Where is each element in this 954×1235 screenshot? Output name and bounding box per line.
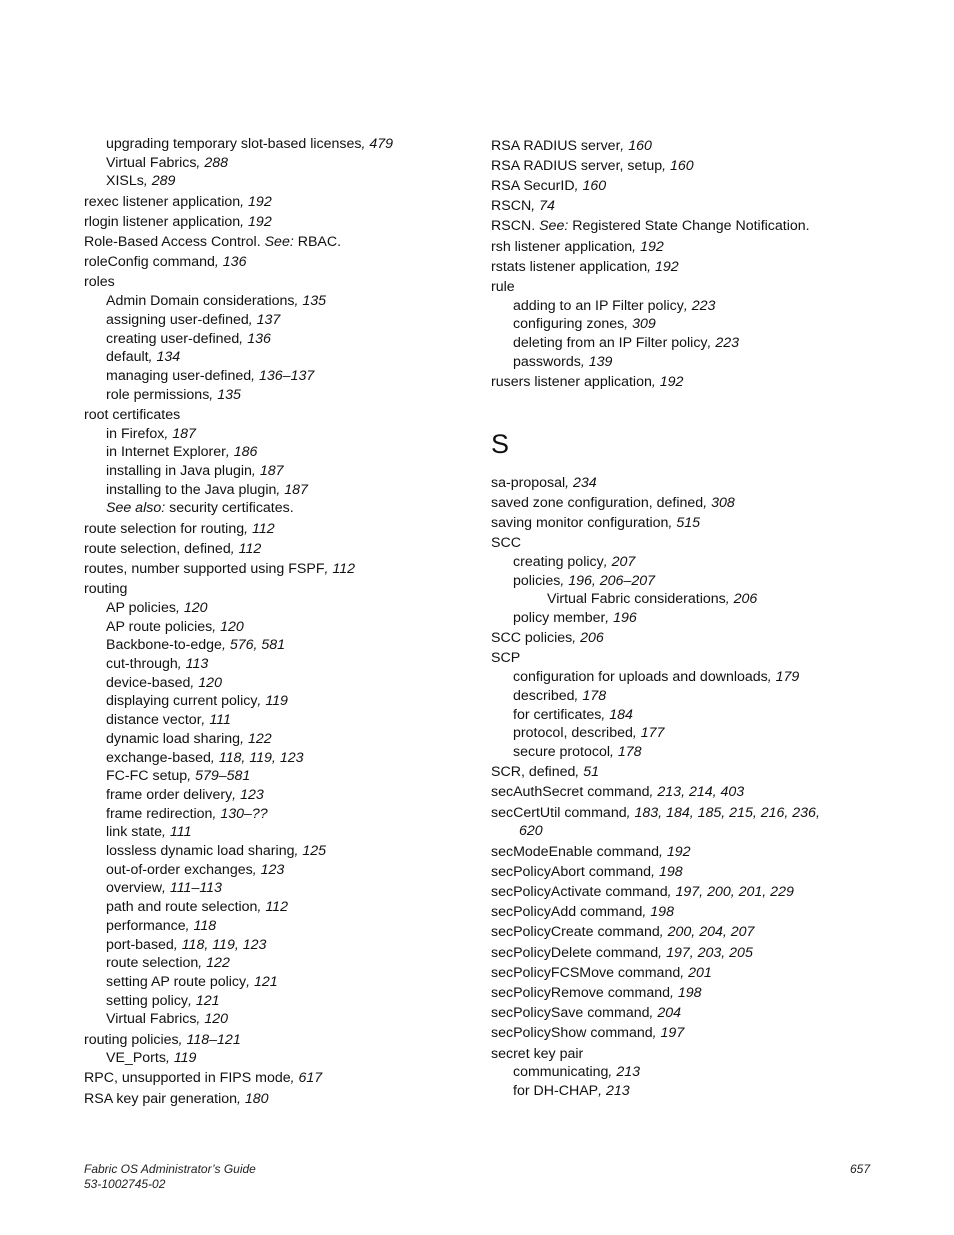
- index-term: default: [106, 349, 149, 366]
- index-term: FC-FC setup: [106, 768, 188, 785]
- footer-left: [84, 1162, 256, 1192]
- page-reference: 192: [248, 213, 272, 230]
- index-term: SCC: [491, 535, 521, 552]
- page-reference: 123: [260, 861, 285, 878]
- index-term: rsh listener application: [491, 238, 633, 255]
- index-term: lossless dynamic load sharing: [106, 843, 295, 860]
- index-term: role permissions: [106, 386, 210, 403]
- page-reference: 187: [284, 481, 308, 498]
- index-term: displaying current policy: [106, 693, 258, 710]
- index-term: overview: [106, 880, 162, 897]
- page-reference: 125: [302, 843, 327, 860]
- index-term: RSA SecurID: [491, 177, 575, 194]
- page-reference: 120: [220, 618, 244, 635]
- page-reference: 180: [244, 1090, 269, 1107]
- page-reference: 309: [632, 316, 656, 333]
- index-term: RSCN.: [491, 218, 540, 235]
- index-entry: [84, 580, 474, 599]
- index-entry: dynamic load sharing, 122: [106, 730, 272, 747]
- index-entry: SCR, defined, 51: [491, 764, 600, 781]
- index-term: rlogin listener application: [84, 213, 241, 230]
- index-entry: route selection, 122: [106, 955, 230, 972]
- page-reference: 197, 203, 205: [666, 944, 753, 961]
- page-reference: 479: [369, 136, 394, 152]
- index-entry: cut-through, 113: [106, 655, 209, 672]
- page-reference: 134: [156, 349, 181, 366]
- index-entry: performance, 118: [106, 917, 217, 934]
- page-reference: 192: [659, 373, 684, 390]
- index-entry: managing user-defined, 136–137: [106, 367, 315, 384]
- see-target: Registered State Change Notification.: [568, 218, 810, 235]
- index-entry: secPolicyAbort command, 198: [491, 863, 683, 880]
- index-term: managing user-defined: [106, 367, 252, 384]
- see-target: security certificates.: [165, 500, 294, 517]
- index-term: routing policies: [84, 1031, 179, 1048]
- index-term: port-based: [106, 936, 174, 953]
- page-reference: 120: [183, 599, 208, 616]
- index-term: Virtual Fabric considerations: [547, 591, 726, 608]
- index-term: secPolicyFCSMove command: [491, 964, 681, 981]
- index-term: AP route policies: [106, 618, 213, 635]
- page-reference: 200, 204, 207: [667, 924, 755, 941]
- page-reference: 192: [248, 193, 272, 210]
- index-entry: Virtual Fabric considerations, 206: [547, 591, 758, 608]
- index-term: roleConfig command: [84, 254, 215, 271]
- index-term: cut-through: [106, 655, 178, 672]
- page-reference: 192: [666, 843, 691, 860]
- index-term: Admin Domain considerations: [106, 293, 295, 310]
- page-reference: 617: [298, 1070, 323, 1087]
- page-reference: 187: [172, 425, 196, 442]
- page-reference: 187: [259, 462, 284, 479]
- index-entry: saved zone configuration, defined, 308: [491, 494, 735, 511]
- index-term: secPolicyCreate command: [491, 924, 660, 941]
- index-term: in Internet Explorer: [106, 444, 226, 461]
- see-reference: See also:: [106, 500, 166, 517]
- index-entry: Admin Domain considerations, 135: [106, 293, 327, 310]
- index-term: Virtual Fabrics: [106, 1011, 197, 1028]
- index-term: exchange-based: [106, 749, 211, 766]
- index-term: RPC, unsupported in FIPS mode: [84, 1070, 291, 1087]
- page-reference: 111: [209, 712, 231, 729]
- page-reference: 122: [247, 730, 272, 747]
- index-entry: [491, 534, 891, 553]
- index-term: upgrading temporary slot-based licenses: [106, 136, 362, 152]
- index-entry: secPolicyCreate command, 200, 204, 207: [491, 924, 755, 941]
- page-reference: 112: [252, 520, 275, 537]
- page-reference: 137: [256, 311, 281, 328]
- page-reference: 206: [580, 630, 604, 647]
- index-term: root certificates: [84, 406, 181, 423]
- index-term: creating policy: [513, 553, 604, 570]
- index-entry: [491, 649, 891, 668]
- index-entry: secAuthSecret command, 213, 214, 403: [491, 784, 745, 801]
- index-term: RSA RADIUS server, setup: [491, 157, 663, 174]
- index-entry: RPC, unsupported in FIPS mode, 617: [84, 1070, 323, 1087]
- index-term: dynamic load sharing: [106, 730, 241, 747]
- index-entry: for certificates, 184: [513, 706, 633, 723]
- index-entry-continuation: [491, 822, 891, 841]
- index-entry: frame redirection, 130–??: [106, 805, 268, 822]
- page-reference: 234: [573, 474, 597, 491]
- index-term: configuration for uploads and downloads: [513, 669, 768, 686]
- page-reference: 111–113: [169, 880, 222, 897]
- page-reference: 620: [519, 823, 543, 840]
- page-reference: 120: [198, 674, 222, 691]
- index-entry: creating user-defined, 136: [106, 330, 271, 347]
- index-entry: secPolicyFCSMove command, 201: [491, 964, 712, 981]
- index-entry: FC-FC setup, 579–581: [106, 768, 251, 785]
- index-entry: XISLs, 289: [106, 173, 176, 190]
- page-reference: 184: [609, 706, 633, 723]
- index-term: adding to an IP Filter policy: [513, 297, 684, 314]
- index-term: SCC policies: [491, 630, 573, 647]
- page-reference: 289: [151, 173, 176, 190]
- index-entry: secPolicySave command, 204: [491, 1005, 682, 1022]
- page-reference: 120: [204, 1011, 228, 1028]
- index-term: protocol, described: [513, 725, 633, 742]
- page-reference: 51: [583, 764, 600, 781]
- index-term: secret key pair: [491, 1045, 584, 1062]
- page-reference: 198: [650, 904, 674, 921]
- page-reference: 135: [302, 293, 327, 310]
- index-entry: secModeEnable command, 192: [491, 843, 691, 860]
- index-entry: setting policy, 121: [106, 992, 220, 1009]
- index-column-left: [84, 135, 474, 1108]
- page-reference: 121: [254, 973, 278, 990]
- index-entry: Virtual Fabrics, 288: [106, 154, 228, 171]
- page-reference: 579–581: [195, 768, 251, 785]
- index-term: installing to the Java plugin: [106, 481, 277, 498]
- index-entry: setting AP route policy, 121: [106, 973, 278, 990]
- index-entry: installing in Java plugin, 187: [106, 462, 284, 479]
- page-reference: 136: [222, 254, 247, 271]
- page-reference: 576, 581: [229, 637, 286, 654]
- index-term: RSCN: [491, 198, 532, 215]
- index-term: setting policy: [106, 992, 189, 1009]
- index-term: device-based: [106, 674, 191, 691]
- index-entry: [84, 233, 474, 252]
- index-entry: communicating, 213: [513, 1064, 640, 1081]
- index-term: Role-Based Access Control.: [84, 234, 265, 251]
- index-entry: for DH-CHAP, 213: [513, 1082, 630, 1099]
- index-entry: [491, 278, 891, 297]
- index-term: secAuthSecret command: [491, 784, 650, 801]
- index-entry: RSA RADIUS server, setup, 160: [491, 157, 694, 174]
- page-reference: 213, 214, 403: [657, 784, 745, 801]
- page-reference: 122: [206, 955, 230, 972]
- index-term: communicating: [513, 1064, 609, 1081]
- index-entry: port-based, 118, 119, 123: [106, 936, 267, 953]
- index-entry: [84, 406, 474, 425]
- index-entry: distance vector, 111: [106, 712, 231, 729]
- index-term: RSA key pair generation: [84, 1090, 237, 1107]
- see-target: RBAC.: [293, 234, 342, 251]
- index-entry: rusers listener application, 192: [491, 373, 684, 390]
- index-term: assigning user-defined: [106, 311, 249, 328]
- index-term: secPolicySave command: [491, 1005, 650, 1022]
- page-reference: 118, 119, 123: [181, 936, 267, 953]
- page-reference: 213: [606, 1082, 630, 1099]
- index-entry: routing policies, 118–121: [84, 1031, 241, 1048]
- page-reference: 160: [628, 137, 652, 154]
- index-term: frame order delivery: [106, 786, 233, 803]
- page-reference: 121: [195, 992, 220, 1009]
- index-term: installing in Java plugin: [106, 462, 252, 479]
- index-term: Virtual Fabrics: [106, 154, 197, 171]
- page-reference: 119: [265, 693, 288, 710]
- index-entry: secPolicyRemove command, 198: [491, 984, 702, 1001]
- index-entry: creating policy, 207: [513, 553, 636, 570]
- index-term: routing: [84, 581, 128, 598]
- index-term: for certificates: [513, 706, 602, 723]
- page-reference: 197, 200, 201, 229: [675, 883, 794, 900]
- page-reference: 223: [715, 335, 740, 352]
- index-entry: rstats listener application, 192: [491, 258, 679, 275]
- index-term: route selection, defined: [84, 540, 231, 557]
- index-entry: installing to the Java plugin, 187: [106, 481, 308, 498]
- index-entry: in Internet Explorer, 186: [106, 444, 258, 461]
- index-term: secPolicyAdd command: [491, 904, 643, 921]
- index-term: in Firefox: [106, 425, 165, 442]
- index-term: roles: [84, 274, 115, 291]
- index-entry: saving monitor configuration, 515: [491, 515, 701, 532]
- index-entry: in Firefox, 187: [106, 425, 196, 442]
- page-reference: 74: [539, 198, 555, 215]
- index-term: passwords: [513, 353, 581, 370]
- page-reference: 183, 184, 185, 215, 216, 236,: [634, 804, 820, 821]
- index-term: secPolicyAbort command: [491, 863, 652, 880]
- page-reference: 201: [688, 964, 712, 981]
- index-entry: secPolicyAdd command, 198: [491, 904, 674, 921]
- index-term: AP policies: [106, 599, 176, 616]
- index-term: setting AP route policy: [106, 973, 247, 990]
- index-term: saving monitor configuration: [491, 515, 669, 532]
- index-entry: routes, number supported using FSPF, 112: [84, 560, 356, 577]
- index-term: rule: [491, 278, 515, 295]
- index-term: policy member: [513, 610, 606, 627]
- page-reference: 118, 119, 123: [218, 749, 304, 766]
- index-term: secPolicyRemove command: [491, 984, 670, 1001]
- page-reference: 123: [240, 786, 264, 803]
- index-term: sa-proposal: [491, 474, 566, 491]
- index-term: path and route selection: [106, 899, 258, 916]
- index-entry: rexec listener application, 192: [84, 193, 272, 210]
- index-entry: upgrading temporary slot-based licenses, 479: [106, 136, 394, 152]
- page-reference: 112: [238, 540, 262, 557]
- index-term: SCP: [491, 650, 521, 667]
- page-reference: 135: [217, 386, 241, 403]
- index-term: configuring zones: [513, 316, 625, 333]
- index-entry: policy member, 196: [513, 610, 637, 627]
- index-entry: Backbone-to-edge, 576, 581: [106, 637, 286, 654]
- index-entry: rsh listener application, 192: [491, 238, 664, 255]
- page-reference: 113: [185, 655, 209, 672]
- index-term: for DH-CHAP: [513, 1082, 599, 1099]
- page-reference: 223: [691, 297, 716, 314]
- index-term: out-of-order exchanges: [106, 861, 253, 878]
- page-reference: 119: [173, 1050, 197, 1067]
- index-entry: SCC policies, 206: [491, 630, 604, 647]
- index-term: secPolicyShow command: [491, 1025, 653, 1042]
- page-reference: 118: [193, 917, 217, 934]
- page-reference: 198: [677, 984, 702, 1001]
- index-entry: roleConfig command, 136: [84, 254, 247, 271]
- footer-guide-title: Fabric OS Administrator’s Guide: [84, 1162, 256, 1176]
- index-term: VE_Ports: [106, 1050, 166, 1067]
- index-entry: RSA RADIUS server, 160: [491, 137, 652, 154]
- index-term: secPolicyActivate command: [491, 883, 668, 900]
- index-entry: [491, 1045, 891, 1064]
- page-reference: 288: [204, 154, 228, 171]
- page-reference: 197: [660, 1025, 685, 1042]
- index-entry: adding to an IP Filter policy, 223: [513, 297, 716, 314]
- index-entry: protocol, described, 177: [513, 725, 665, 742]
- index-entry: configuration for uploads and downloads, 179: [513, 669, 800, 686]
- index-term: route selection for routing: [84, 520, 245, 537]
- index-term: link state: [106, 824, 162, 841]
- page-reference: 136–137: [259, 367, 315, 384]
- index-entry: path and route selection, 112: [106, 899, 288, 916]
- index-term: RSA RADIUS server: [491, 137, 621, 154]
- index-entry: configuring zones, 309: [513, 316, 656, 333]
- index-entry: RSA key pair generation, 180: [84, 1090, 269, 1107]
- page-reference: 118–121: [186, 1031, 241, 1048]
- page-reference: 213: [616, 1064, 640, 1081]
- index-entry: out-of-order exchanges, 123: [106, 861, 285, 878]
- page-reference: 160: [670, 157, 694, 174]
- index-entry: exchange-based, 118, 119, 123: [106, 749, 304, 766]
- index-entry: policies, 196, 206–207: [513, 572, 656, 589]
- index-entry: assigning user-defined, 137: [106, 311, 281, 328]
- page-reference: 177: [640, 725, 665, 742]
- index-term: frame redirection: [106, 805, 213, 822]
- index-entry: rlogin listener application, 192: [84, 213, 272, 230]
- index-term: rstats listener application: [491, 258, 648, 275]
- index-entry: AP route policies, 120: [106, 618, 244, 635]
- index-entry: role permissions, 135: [106, 386, 241, 403]
- index-entry: secure protocol, 178: [513, 743, 642, 760]
- index-entry: frame order delivery, 123: [106, 786, 264, 803]
- index-term: performance: [106, 917, 186, 934]
- index-entry: passwords, 139: [513, 353, 613, 370]
- index-term: secPolicyDelete command: [491, 944, 659, 961]
- index-entry: RSA SecurID, 160: [491, 177, 607, 194]
- index-entry: route selection, defined, 112: [84, 540, 262, 557]
- index-term: creating user-defined: [106, 330, 240, 347]
- page-reference: 196: [613, 610, 637, 627]
- index-term: described: [513, 687, 575, 704]
- index-entry: overview, 111–113: [106, 880, 222, 897]
- page-reference: 136: [247, 330, 271, 347]
- index-term: deleting from an IP Filter policy: [513, 335, 708, 352]
- page-reference: 178: [582, 687, 607, 704]
- page-reference: 160: [582, 177, 607, 194]
- index-entry: default, 134: [106, 349, 181, 366]
- footer-page-number: 657: [849, 1162, 870, 1176]
- page-reference: 196, 206–207: [568, 572, 656, 589]
- page-reference: 207: [611, 553, 636, 570]
- page-reference: 515: [676, 515, 701, 532]
- page-reference: 112: [265, 899, 288, 916]
- page-reference: 192: [655, 258, 679, 275]
- index-entry: link state, 111: [106, 824, 192, 841]
- index-column-right: [491, 135, 891, 1101]
- index-entry: AP policies, 120: [106, 599, 208, 616]
- page-reference: 308: [711, 494, 735, 511]
- index-entry: Virtual Fabrics, 120: [106, 1011, 228, 1028]
- index-term: secCertUtil command: [491, 804, 627, 821]
- index-term: secure protocol: [513, 743, 610, 760]
- index-entry: deleting from an IP Filter policy, 223: [513, 335, 740, 352]
- section-letter-heading: S: [491, 428, 510, 459]
- page-reference: 186: [233, 444, 258, 461]
- index-entry: lossless dynamic load sharing, 125: [106, 843, 327, 860]
- index-entry: [84, 273, 474, 292]
- index-entry: route selection for routing, 112: [84, 520, 275, 537]
- index-term: SCR, defined: [491, 764, 576, 781]
- index-term: rexec listener application: [84, 193, 241, 210]
- index-term: route selection: [106, 955, 199, 972]
- page-reference: 206: [733, 591, 758, 608]
- index-group-r: [491, 137, 891, 392]
- page-reference: 198: [658, 863, 683, 880]
- index-term: policies: [513, 572, 561, 589]
- index-entry: secPolicyActivate command, 197, 200, 201, 229: [491, 883, 794, 900]
- index-entry: described, 178: [513, 687, 607, 704]
- index-entry: secCertUtil command, 183, 184, 185, 215, 216, 236,: [491, 804, 820, 821]
- page-reference: 204: [657, 1005, 682, 1022]
- page-reference: 192: [640, 238, 664, 255]
- index-term: rusers listener application: [491, 373, 652, 390]
- page-reference: 130–??: [220, 805, 268, 822]
- index-entry: secPolicyShow command, 197: [491, 1025, 685, 1042]
- index-entry: sa-proposal, 234: [491, 474, 597, 491]
- index-term: routes, number supported using FSPF: [84, 560, 325, 577]
- index-entry: RSCN, 74: [491, 198, 555, 215]
- index-entry: displaying current policy, 119: [106, 693, 288, 710]
- page-reference: 139: [588, 353, 613, 370]
- see-reference: See:: [539, 218, 569, 235]
- index-entry: secPolicyDelete command, 197, 203, 205: [491, 944, 753, 961]
- index-term: Backbone-to-edge: [106, 637, 222, 654]
- index-entry: [84, 499, 474, 518]
- index-entry: VE_Ports, 119: [106, 1050, 197, 1067]
- page-reference: 112: [332, 560, 356, 577]
- footer-doc-number: 53-1002745-02: [84, 1177, 166, 1191]
- page-reference: 178: [617, 743, 642, 760]
- index-term: distance vector: [106, 712, 202, 729]
- page-reference: 179: [775, 669, 800, 686]
- index-entry: [491, 217, 891, 236]
- index-group-s: [491, 474, 891, 1101]
- index-term: saved zone configuration, defined: [491, 494, 704, 511]
- index-term: secModeEnable command: [491, 843, 659, 860]
- see-reference: See:: [264, 234, 294, 251]
- index-term: XISLs: [106, 173, 144, 190]
- index-entry: device-based, 120: [106, 674, 222, 691]
- page-reference: 111: [169, 824, 192, 841]
